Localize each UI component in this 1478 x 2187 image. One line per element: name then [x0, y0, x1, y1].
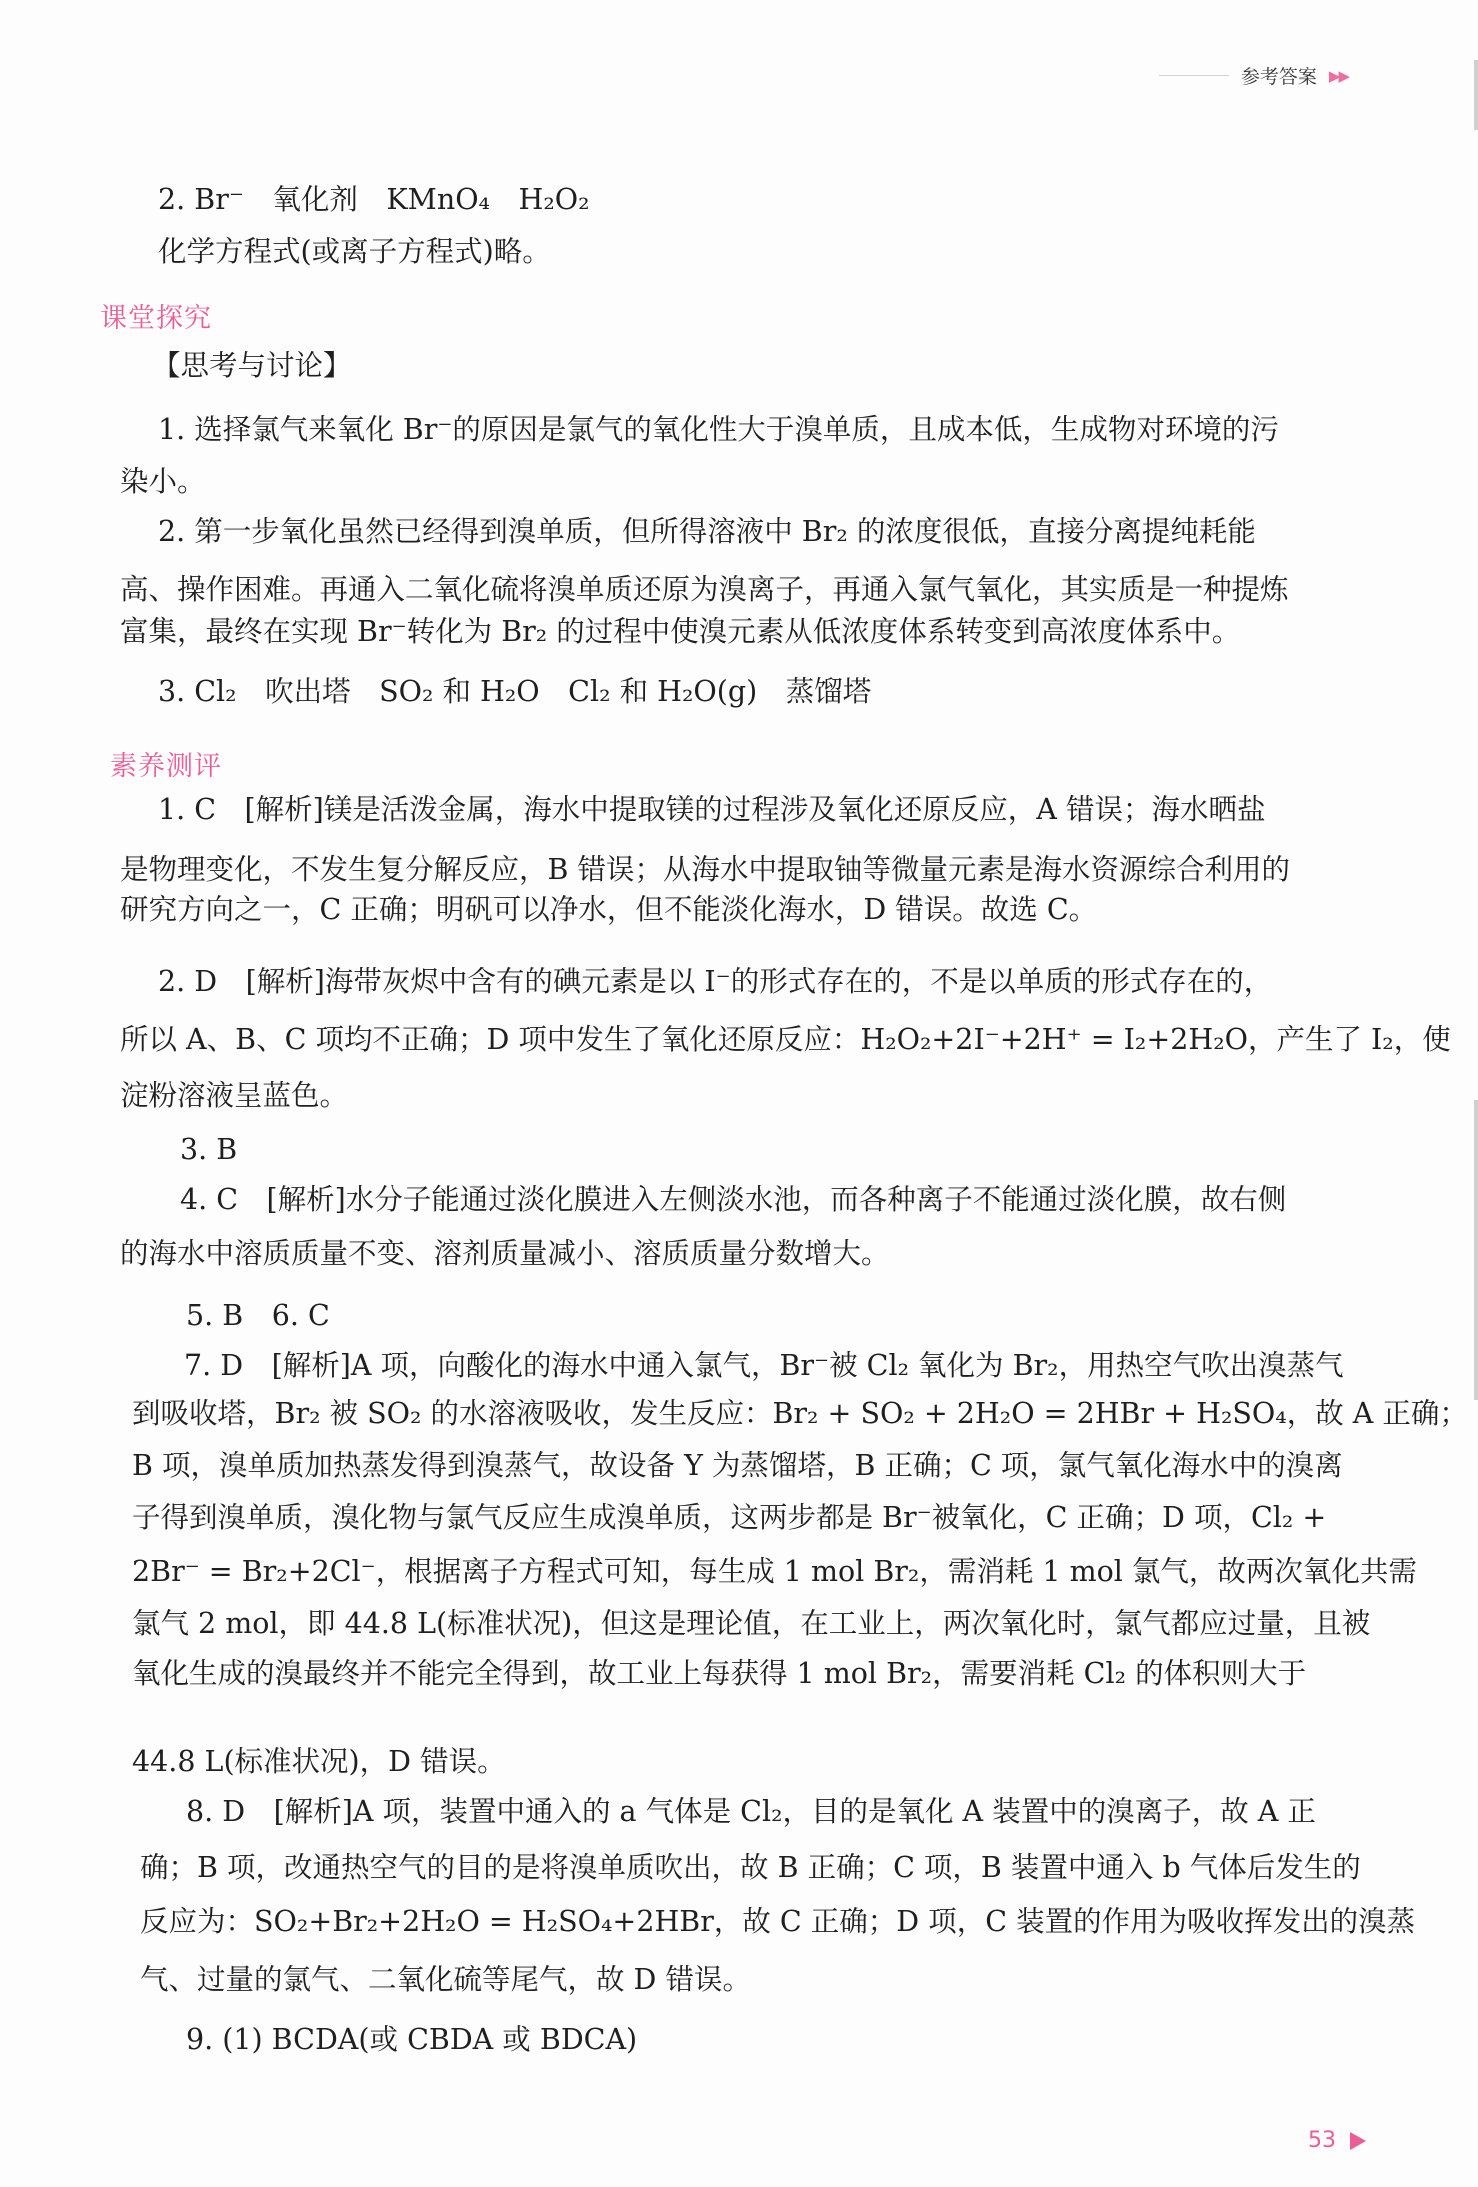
page-edge-mark [1474, 60, 1478, 130]
answer-line: 2Br⁻ = Br₂+2Cl⁻，根据离子方程式可知，每生成 1 mol Br₂，需消耗 1 mol 氯气，故两次氧化共需 [132, 1555, 1417, 1588]
answer-line: 高、操作困难。再通入二氧化硫将溴单质还原为溴离子，再通入氯气氧化，其实质是一种提炼 [120, 573, 1289, 606]
answer-line: 气、过量的氯气、二氧化硫等尾气，故 D 错误。 [140, 1963, 751, 1996]
answer-line: 5. B 6. C [186, 1299, 330, 1332]
answer-line: 2. Br⁻ 氧化剂 KMnO₄ H₂O₂ [158, 183, 590, 216]
header-label: 参考答案 [1240, 66, 1317, 88]
answer-line: 2. D [解析]海带灰烬中含有的碘元素是以 I⁻的形式存在的，不是以单质的形式存在的， [158, 965, 1273, 998]
header-rule [1159, 75, 1229, 76]
answer-line: 氧化生成的溴最终并不能完全得到，故工业上每获得 1 mol Br₂，需要消耗 Cl₂ 的体积则大于 [132, 1657, 1307, 1690]
page-number [1308, 2128, 1366, 2153]
section-heading-classroom: 课堂探究 [100, 303, 212, 334]
answer-line: 氯气 2 mol，即 44.8 L(标准状况)，但这是理论值，在工业上，两次氧化时，氯气都应过量，且被 [132, 1607, 1371, 1640]
answer-line: 到吸收塔，Br₂ 被 SO₂ 的水溶液吸收，发生反应：Br₂ + SO₂ + 2H₂O = 2HBr + H₂SO₄，故 A 正确； [132, 1397, 1468, 1430]
answer-line: 3. B [180, 1133, 238, 1166]
answer-line: 富集，最终在实现 Br⁻转化为 Br₂ 的过程中使溴元素从低浓度体系转变到高浓度体系中。 [120, 615, 1241, 648]
answer-line: 反应为：SO₂+Br₂+2H₂O = H₂SO₄+2HBr，故 C 正确；D 项，C 装置的作用为吸收挥发出的溴蒸 [140, 1905, 1416, 1938]
answer-line: 确；B 项，改通热空气的目的是将溴单质吹出，故 B 正确；C 项，B 装置中通入 b 气体后发生的 [140, 1851, 1361, 1884]
answer-line: 7. D [解析]A 项，向酸化的海水中通入氯气，Br⁻被 Cl₂ 氧化为 Br₂，用热空气吹出溴蒸气 [184, 1349, 1344, 1382]
page-edge-mark [1474, 1100, 1478, 1400]
answer-line: 1. C [解析]镁是活泼金属，海水中提取镁的过程涉及氧化还原反应，A 错误；海水晒盐 [158, 793, 1266, 826]
answer-line: 化学方程式(或离子方程式)略。 [158, 235, 551, 268]
answer-line: 研究方向之一，C 正确；明矾可以净水，但不能淡化海水，D 错误。故选 C。 [120, 893, 1098, 926]
section-heading-assessment: 素养测评 [110, 751, 222, 782]
answer-line: 染小。 [120, 465, 206, 498]
running-header [1159, 62, 1348, 89]
answer-line: 的海水中溶质质量不变、溶剂质量减小、溶质质量分数增大。 [120, 1237, 890, 1270]
answer-line: 4. C [解析]水分子能通过淡化膜进入左侧淡水池，而各种离子不能通过淡化膜，故右侧 [180, 1183, 1287, 1216]
answer-line: 8. D [解析]A 项，装置中通入的 a 气体是 Cl₂，目的是氧化 A 装置中的溴离子，故 A 正 [186, 1795, 1316, 1828]
subsection-heading: 【思考与讨论】 [152, 349, 352, 382]
answer-line: 44.8 L(标准状况)，D 错误。 [132, 1745, 506, 1778]
double-arrow-icon: ▶▶ [1328, 66, 1348, 85]
answer-line: 所以 A、B、C 项均不正确；D 项中发生了氧化还原反应：H₂O₂+2I⁻+2H⁺ = I₂+2H₂O，产生了 I₂，使 [120, 1023, 1451, 1056]
page-number-text: 53 [1308, 2128, 1336, 2153]
answer-line: B 项，溴单质加热蒸发得到溴蒸气，故设备 Y 为蒸馏塔，B 正确；C 项，氯气氧化海水中的溴离 [132, 1449, 1343, 1482]
answer-line: 2. 第一步氧化虽然已经得到溴单质，但所得溶液中 Br₂ 的浓度很低，直接分离提纯耗能 [158, 515, 1256, 548]
answer-line: 淀粉溶液呈蓝色。 [120, 1079, 349, 1112]
answer-line: 1. 选择氯气来氧化 Br⁻的原因是氯气的氧化性大于溴单质，且成本低，生成物对环境的污 [158, 413, 1279, 446]
answer-line: 是物理变化，不发生复分解反应，B 错误；从海水中提取铀等微量元素是海水资源综合利用的 [120, 853, 1291, 886]
answer-line: 3. Cl₂ 吹出塔 SO₂ 和 H₂O Cl₂ 和 H₂O(g) 蒸馏塔 [158, 675, 872, 708]
answer-line: 子得到溴单质，溴化物与氯气反应生成溴单质，这两步都是 Br⁻被氧化，C 正确；D 项，Cl₂ + [132, 1501, 1327, 1534]
answer-line: 9. (1) BCDA(或 CBDA 或 BDCA) [186, 2023, 638, 2056]
next-arrow-icon [1350, 2132, 1366, 2150]
